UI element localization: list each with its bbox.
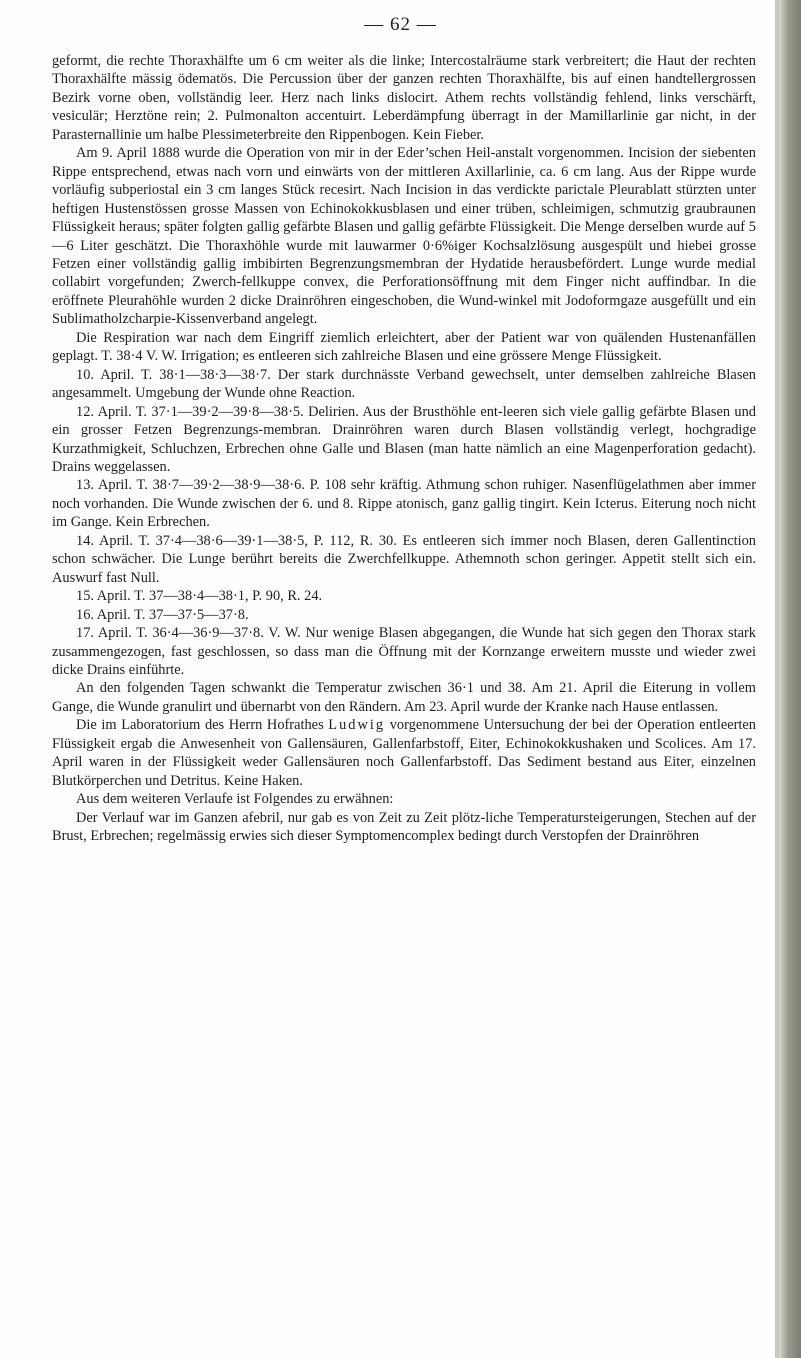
paragraph: 13. April. T. 38·7—39·2—38·9—38·6. P. 108 sehr kräftig. Athmung schon ruhiger. Nasenflügelathmen aber immer noch vorhanden. Die Wunde zwischen der 6. und 8. Rippe atonisch, ganz gallig tingirt. Kein Icterus. Eiterung noch nicht im Gange. Kein Erbrechen.	[52, 477, 756, 531]
paragraph: Der Verlauf war im Ganzen afebril, nur gab es von Zeit zu Zeit plötz-liche Temperatursteigerungen, Stechen auf der Brust, Erbrechen; regelmässig erwies sich dieser Symptomencomplex bedingt durch Verstopfen der Drainröhren	[52, 809, 756, 845]
body-text	[52, 52, 756, 845]
paragraph: Die Respiration war nach dem Eingriff ziemlich erleichtert, aber der Patient war von quälenden Hustenanfällen geplagt. T. 38·4 V. W. Irrigation; es entleeren sich zahlreiche Blasen und eine grössere Menge Flüssigkeit.	[52, 329, 756, 365]
paragraph: An den folgenden Tagen schwankt die Temperatur zwischen 36·1 und 38. Am 21. April die Eiterung in vollem Gange, die Wunde granulirt und übernarbt von den Rändern. Am 23. April wurde der Kranke nach Hause entlassen.	[52, 680, 756, 715]
paragraph: geformt, die rechte Thoraxhälfte um 6 cm weiter als die linke; Intercostalräume stark verbreitert; die Haut der rechten Thoraxhälfte mässig ödematös. Die Percussion über der ganzen rechten Thoraxhälfte, bis auf einen handtellergrossen Bezirk vorne oben, vollständig leer. Herz nach links dislocirt. Athem rechts vollständig fehlend, links verschärft, vesiculär; Herztöne rein; 2. Pulmonalton accentuirt. Leberdämpfung überragt in der Mamillarlinie gar nicht, in der Parasternallinie um halbe Plessimeterbreite den Rippenbogen. Kein Fieber.	[52, 53, 756, 143]
spaced-name: Ludwig	[328, 717, 386, 734]
paragraph: 12. April. T. 37·1—39·2—39·8—38·5. Delirien. Aus der Brusthöhle ent-leeren sich viele gallig gefärbte Blasen und ein grosser Fetzen Begrenzungs-membran. Drainröhren waren durch Blasen vollständig verlegt, hochgradige Kurzathmigkeit, Schluchzen, Erbrechen ohne Galle und Blasen (man hatte nämlich an eine Magenperforation gedacht). Drains weggelassen.	[52, 403, 756, 475]
paragraph	[52, 716, 756, 790]
paragraph: 10. April. T. 38·1—38·3—38·7. Der stark durchnässte Verband gewechselt, unter demselben zahlreiche Blasen angesammelt. Umgebung der Wunde ohne Reaction.	[52, 366, 756, 402]
book-spine-edge	[779, 0, 801, 1358]
paragraph: Aus dem weiteren Verlaufe ist Folgendes zu erwähnen:	[76, 791, 394, 808]
paragraph: Am 9. April 1888 wurde die Operation von mir in der Eder’schen Heil-anstalt vorgenommen. Incision der siebenten Rippe entsprechend, etwas nach vorn und einwärts von der mittleren Axillarlinie, ca. 6 cm lang. Aus der Rippe wurde vorläufig subperiostal ein 3 cm langes Stück recesirt. Nach Incision in das verdickte parictale Pleurablatt stürzten unter heftigen Hustenstössen grosse Massen von Echinokokkusblasen und einer trüben, schleimigen, schmutzig graubraunen Flüssigkeit heraus; später folgten gallig gefärbte Blasen und gallig gefärbte Flüssigkeit. Die Menge derselben wurde auf 5—6 Liter geschätzt. Die Thoraxhöhle wurde mit lauwarmer 0·6%iger Kochsalzlösung ausgespült und hiebei grosse Fetzen einer vollständig gallig imbibirten Begrenzungsmembran der Hydatide herausbefördert. Lunge wurde medial collabirt vorgefunden; Zwerch-fellkuppe convex, die Perforationsöffnung mit dem Finger nicht auffindbar. In die eröffnete Pleurahöhle wurden 2 dicke Drainröhren eingeschoben, die Wund-winkel mit Jodoformgaze ausgefüllt und ein Sublimatholzcharpie-Kissenverband angelegt.	[52, 145, 756, 328]
paragraph: 16. April. T. 37—37·5—37·8.	[76, 606, 249, 623]
paragraph-text: Die im Laboratorium des Herrn Hofrathes	[76, 717, 329, 734]
paragraph-text: vorgenommene Untersuchung der bei der Operation entleerten Flüssigkeit ergab die Anwesenheit von Gallensäuren, Gallenfarbstoff, Eiter, Echinokokkushaken und Scolices. Am 17. April waren in der Flüssigkeit weder Gallensäuren noch Gallenfarbstoff. Das Sediment bestand aus Eiter, einzelnen Blutkörperchen und Detritus. Keine Haken.	[52, 717, 756, 789]
page-number: — 62 —	[364, 14, 437, 35]
paragraph: 14. April. T. 37·4—38·6—39·1—38·5, P. 112, R. 30. Es entleeren sich immer noch Blasen, deren Gallentinction schon schwächer. Die Lunge berührt bereits die Zwerchfellkuppe. Athemnoth schon geringer. Appetit stellt sich ein. Auswurf fast Null.	[52, 532, 756, 586]
paragraph: 17. April. T. 36·4—36·9—37·8. V. W. Nur wenige Blasen abgegangen, die Wunde hat sich gegen den Thorax stark zusammengezogen, fast geschlossen, so dass man die Öffnung mit der Kornzange erweitern musste und wieder zwei dicke Drains einführte.	[52, 625, 756, 678]
paragraph: 15. April. T. 37—38·4—38·1, P. 90, R. 24.	[76, 588, 323, 605]
